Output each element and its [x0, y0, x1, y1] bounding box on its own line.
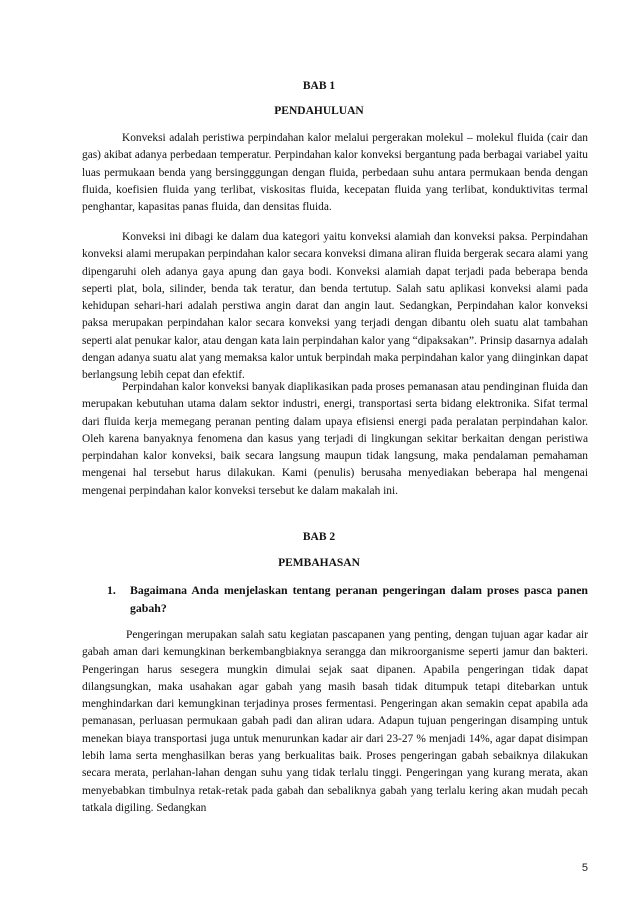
question-1: [107, 581, 588, 621]
question-text: Bagaimana Anda menjelaskan tentang peranan pengeringan dalam proses pasca panen gabah?: [130, 583, 588, 615]
bab1-body: [82, 130, 588, 216]
bab1-paragraph-2: Konveksi ini dibagi ke dalam dua kategori yaitu konveksi alamiah dan konveksi paksa. Perpindahan konveksi alami merupakan perpindahan kalor secara konveksi dimana aliran fluida bergerak secara alami yang dipengaruhi oleh adanya gaya apung dan gaya bodi. Konveksi alamiah dapat terjadi pada beberapa benda seperti plat, bola, silinder, benda tak teratur, dan benda tertutup. Salah satu aplikasi konveksi alami pada kehidupan sehari-hari adalah perstiwa angin darat dan angin laut. Sedangkan, Perpindahan kalor konveksi paksa merupakan perpindahan kalor secara konveksi yang terjadi dengan dibantu oleh suatu alat tambahan seperti alat penukar kalor, atau dengan kata lain perpindahan kalor yang “dipaksakan”. Prinsip dasarnya adalah dengan adanya suatu alat yang memaksa kalor untuk berpindah maka perpindahan kalor yang diinginkan dapat berlangsung lebih cepat dan efektif.: [82, 231, 588, 382]
bab1-title: BAB 1: [302, 80, 336, 92]
bab2-subtitle: PEMBAHASAN: [278, 557, 360, 569]
bab1-body-3: [82, 379, 588, 500]
bab2-body: [82, 627, 588, 817]
bab2-title: BAB 2: [302, 531, 336, 543]
bab1-paragraph-3: Perpindahan kalor konveksi banyak diaplikasikan pada proses pemanasan atau pendinginan fluida dan merupakan kebutuhan utama dalam sektor industri, energi, transportasi serta bidang elektronika. Sifat termal dari fluida kerja memegang peranan penting dalam upaya efisiensi energi pada peralatan perpindahan kalor. Oleh karena banyaknya fenomena dan kasus yang terjadi di lingkungan sekitar berkaitan dengan peristiwa perpindahan kalor konveksi, baik secara langsung maupun tidak langsung, maka pendalaman pemahaman mengenai hal tersebut harus dilakukan. Kami (penulis) berusaha menyediakan beberapa hal mengenai mengenai perpindahan kalor konveksi tersebut ke dalam makalah ini.: [82, 381, 588, 497]
page-number: 5: [581, 862, 588, 874]
bab1-body-2: [82, 229, 588, 385]
question-number: 1.: [107, 583, 116, 597]
bab1-paragraph-1: Konveksi adalah peristiwa perpindahan kalor melalui pergerakan molekul – molekul fluida (cair dan gas) akibat adanya perbedaan temperatur. Perpindahan kalor konveksi bergantung pada berbagai variabel yaitu luas permukaan benda yang bersingggungan dengan fluida, perbedaan suhu antara permukaan benda dengan fluida, koefisien fluida yang terlibat, viskositas fluida, kecepatan fluida yang terlibat, konduktivitas termal penghantar, kapasitas panas fluida, dan densitas fluida.: [82, 132, 588, 214]
bab2-paragraph: Pengeringan merupakan salah satu kegiatan pascapanen yang penting, dengan tujuan agar kadar air gabah aman dari kemungkinan berkembangbiaknya serangga dan mikroorganisme seperti jamur dan bakteri. Pengeringan harus sesegera mungkin dimulai sejak saat dipanen. Apabila pengeringan tidak dapat dilangsungkan, maka usahakan agar gabah yang masih basah tidak ditumpuk tetapi ditebarkan untuk menghindarkan dari kemungkinan terjadinya proses fermentasi. Pengeringan akan semakin cepat apabila ada pemanasan, perluasan permukaan gabah padi dan aliran udara. Adapun tujuan pengeringan disamping untuk menekan biaya transportasi juga untuk menurunkan kadar air dari 23-27 % menjadi 14%, agar dapat disimpan lebih lama serta menghasilkan beras yang berkualitas baik. Proses pengeringan gabah sebaiknya dilakukan secara merata, perlahan-lahan dengan suhu yang tidak terlalu tinggi. Pengeringan yang kurang merata, akan menyebabkan timbulnya retak-retak pada gabah dan sebaliknya gabah yang terlalu kering akan mudah pecah tatkala digiling. Sedangkan: [82, 629, 588, 814]
bab1-subtitle: PENDAHULUAN: [274, 105, 364, 117]
